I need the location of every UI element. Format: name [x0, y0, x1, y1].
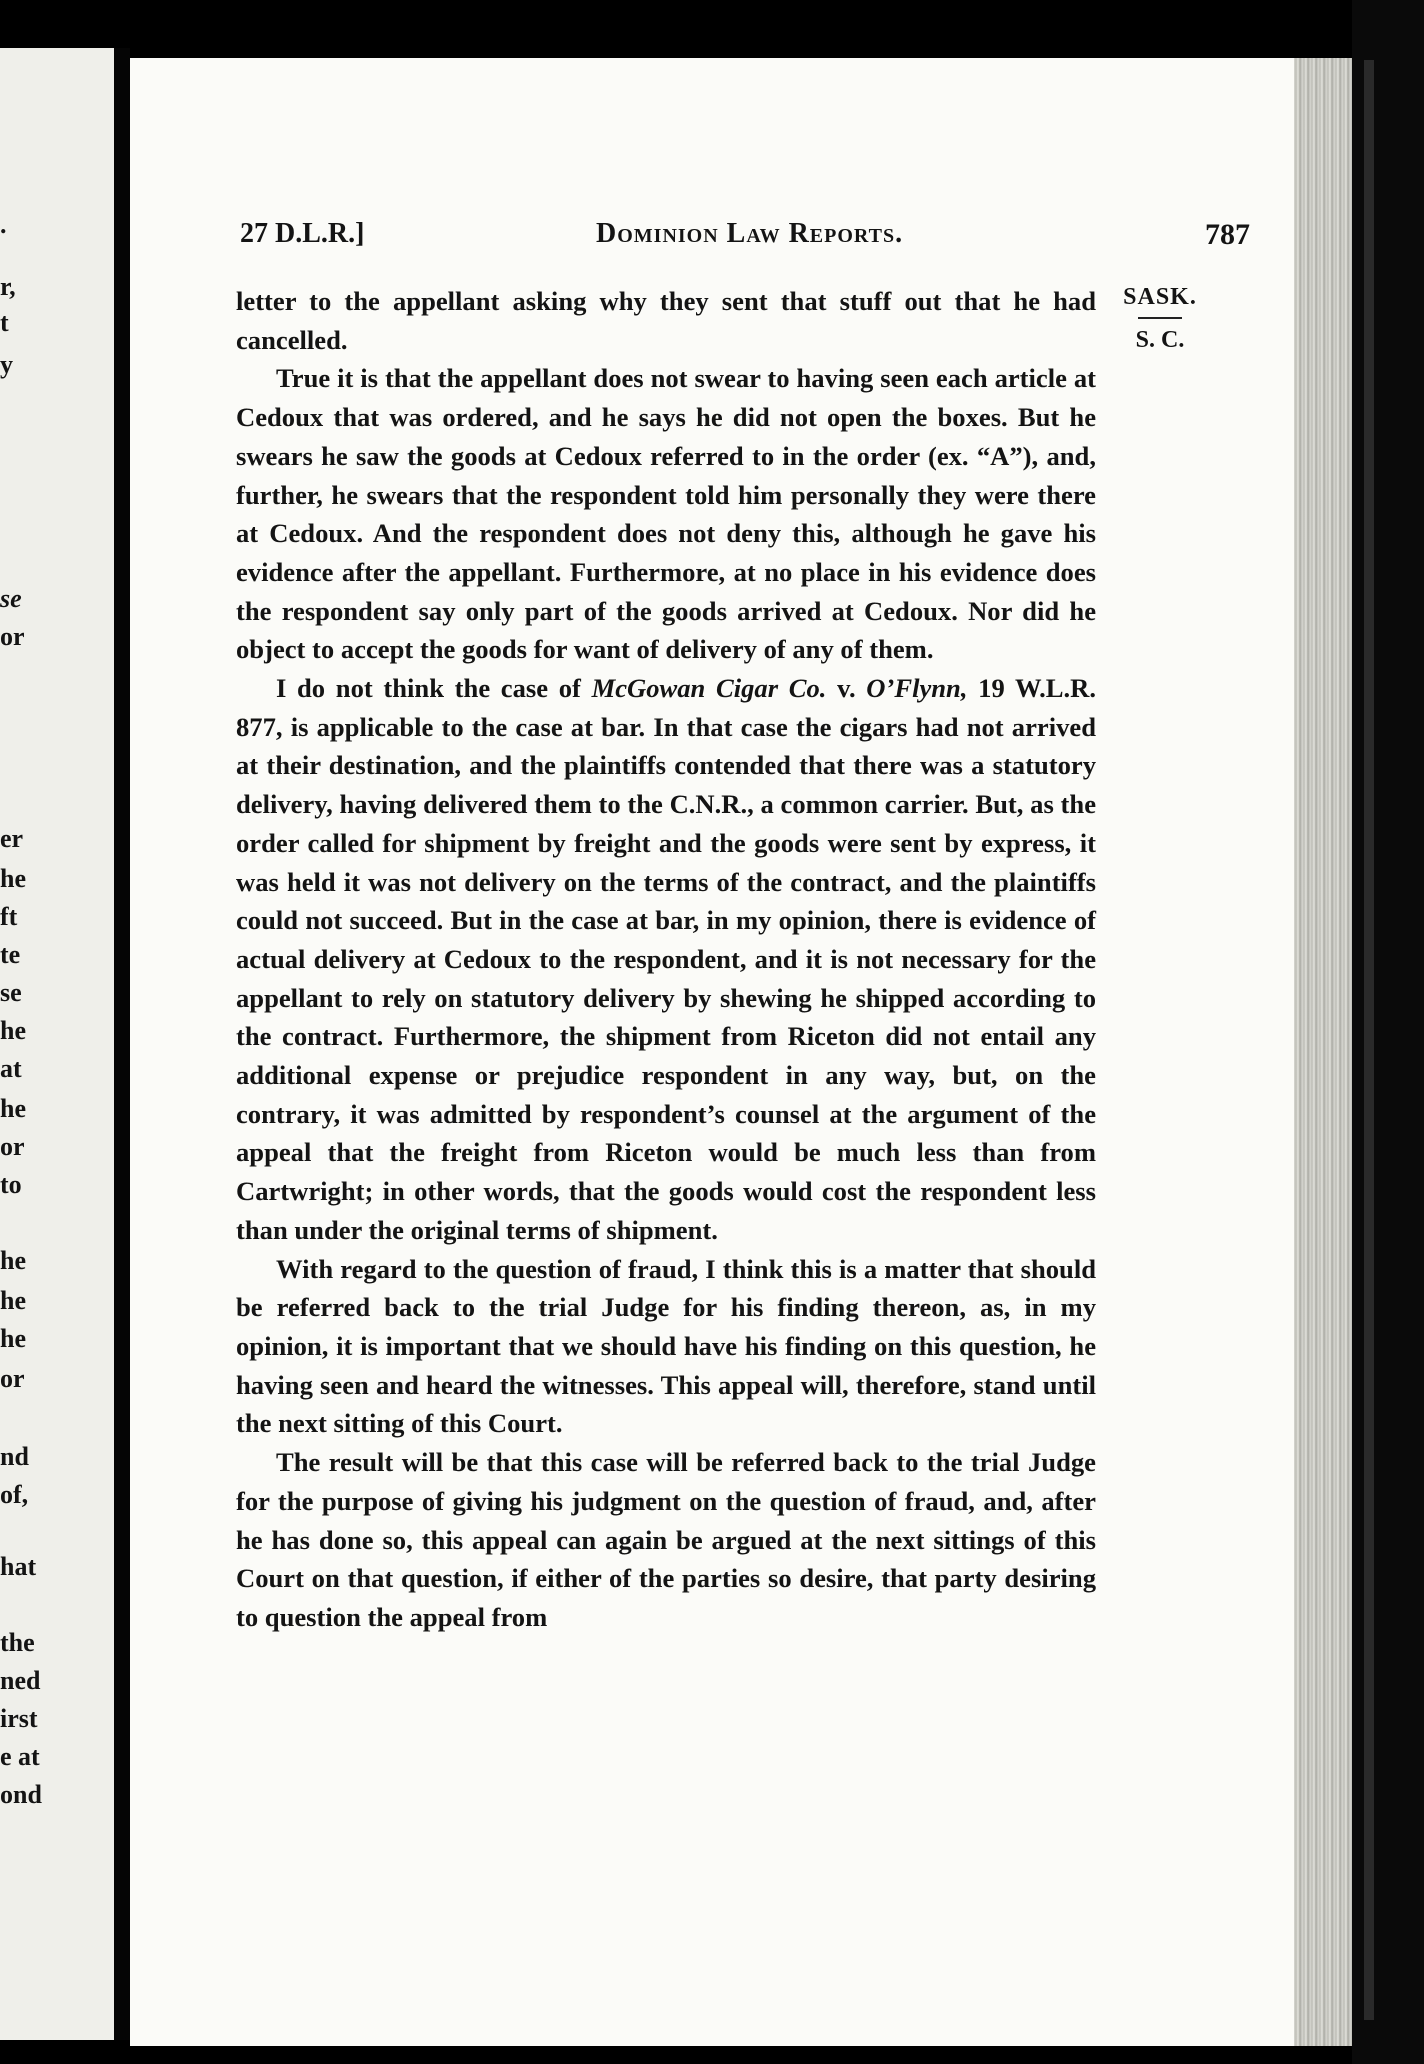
facing-page-edge — [0, 48, 114, 2040]
margin-rule — [1138, 317, 1182, 319]
document-page — [130, 58, 1352, 2046]
facing-page-fragment: he — [0, 1286, 26, 1315]
facing-page-fragment: y — [0, 350, 13, 379]
paragraph-body: 19 W.L.R. 877, is applicable to the case at bar. In that case the cigars had not arrived at their destination, and the plaintiffs contended that there was a statutory delivery, having delivered them to the C.N.R., a common carrier. But, as the order called for shipment by freight and the goods were sent by express, it was held it was not delivery on the terms of the contract, and the plaintiffs could not succeed. But in the case at bar, in my opinion, there is evidence of actual delivery at Cedoux to the respondent, and it is not necessary for the appellant to rely on statutory delivery by shewing he shipped according to the contract. Furthermore, the shipment from Riceton did not entail any additional expense or prejudice respondent in any way, but, on the contrary, it was admitted by respondent’s counsel at the argument of the appeal that the freight from Riceton would be much less than from Cartwright; in other words, that the goods would cost the respondent less than under the original terms of shipment. — [236, 673, 1096, 1245]
facing-page-fragment: or — [0, 622, 25, 651]
paragraph-prefix: I do not think the case of — [276, 673, 592, 704]
scan-binding — [1364, 60, 1374, 2020]
facing-page-fragment: of, — [0, 1480, 29, 1509]
facing-page-fragment: ft — [0, 902, 18, 931]
facing-page-fragment: irst — [0, 1704, 38, 1733]
facing-page-fragment: t — [0, 308, 9, 337]
court-label: S. C. — [1135, 327, 1185, 353]
case-name: McGowan Cigar Co. — [591, 673, 827, 704]
versus: v. — [826, 673, 867, 704]
running-header — [240, 218, 1250, 258]
scan-background — [1352, 0, 1424, 2064]
margin-note — [1120, 284, 1200, 354]
facing-page-fragment: or — [0, 1132, 25, 1161]
paragraph: The result will be that this case will be referred back to the trial Judge for the purpose of giving his judgment on the question of fraud, and, after he has done so, this appeal can again be argued at the next sittings of this Court on that question, if either of the parties so desire, that party desiring to question the appeal from — [236, 1447, 1096, 1632]
paragraph: letter to the appellant asking why they sent that stuff out that he had cancelled. — [236, 286, 1096, 355]
book-gutter — [114, 48, 130, 2040]
facing-page-fragment: at — [0, 1054, 22, 1083]
facing-page-fragment: se — [0, 978, 22, 1007]
paragraph — [236, 669, 1096, 1250]
jurisdiction-label: SASK. — [1123, 284, 1197, 310]
volume-citation: 27 D.L.R.] — [240, 218, 365, 249]
facing-page-fragment: the — [0, 1628, 35, 1657]
facing-page-fragment: he — [0, 864, 26, 893]
facing-page-fragment: ned — [0, 1666, 41, 1695]
facing-page-fragment: er — [0, 824, 24, 853]
facing-page-fragment: to — [0, 1170, 22, 1199]
page-stack-edge — [1294, 58, 1352, 2046]
facing-page-fragment: e at — [0, 1742, 40, 1771]
facing-page-fragment: te — [0, 940, 21, 969]
facing-page-fragment: . — [0, 210, 7, 239]
paragraph: With regard to the question of fraud, I think this is a matter that should be referred back to the trial Judge for his finding thereon, as, in my opinion, it is important that we should have his finding on this question, he having seen and heard the witnesses. This appeal will, therefore, stand until the next sitting of this Court. — [236, 1253, 1096, 1439]
facing-page-fragment: he — [0, 1016, 26, 1045]
case-name: O’Flynn, — [866, 673, 968, 704]
body-text — [236, 282, 1096, 1637]
facing-page-fragment: se — [0, 584, 22, 613]
facing-page-fragment: hat — [0, 1552, 37, 1581]
facing-page-fragment: he — [0, 1094, 26, 1123]
facing-page-fragment: he — [0, 1246, 26, 1275]
page-number: 787 — [1205, 218, 1250, 251]
facing-page-fragment: or — [0, 1364, 25, 1393]
facing-page-fragment: ond — [0, 1780, 42, 1809]
facing-page-fragment: he — [0, 1324, 26, 1353]
facing-page-fragment: r, — [0, 272, 16, 301]
paragraph: True it is that the appellant does not swear to having seen each article at Cedoux that was ordered, and he says he did not open the boxes. But he swears he saw the goods at Cedoux referred to in the order (ex. “A”), and, further, he swears that the respondent told him personally they were there at Cedoux. And the respondent does not deny this, although he gave his evidence after the appellant. Furthermore, at no place in his evidence does the respondent say only part of the goods arrived at Cedoux. Nor did he object to accept the goods for want of delivery of any of them. — [236, 363, 1096, 665]
facing-page-fragment: nd — [0, 1442, 29, 1471]
publication-title: Dominion Law Reports. — [596, 218, 904, 249]
